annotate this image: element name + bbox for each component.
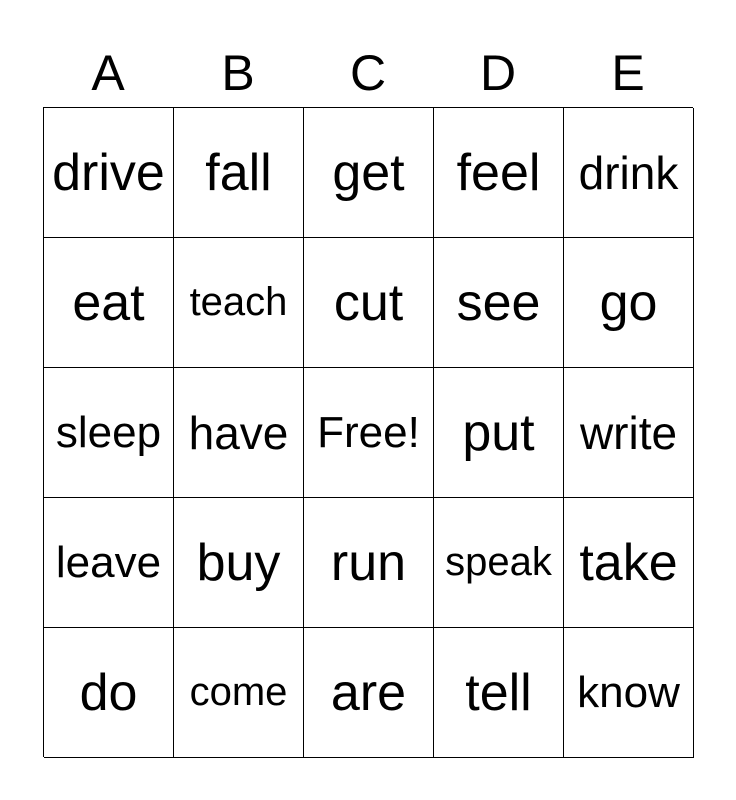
- bingo-cell-r5-c4[interactable]: tell: [434, 628, 564, 758]
- header-letter-b: B: [221, 45, 255, 101]
- header-letter-e: E: [611, 45, 645, 101]
- bingo-cell-r4-c4[interactable]: speak: [434, 498, 564, 628]
- bingo-cell-r5-c3[interactable]: are: [304, 628, 434, 758]
- bingo-cell-r2-c4[interactable]: see: [434, 238, 564, 368]
- bingo-board: [43, 107, 693, 757]
- bingo-cell-r2-c2[interactable]: teach: [174, 238, 304, 368]
- bingo-cell-r5-c2[interactable]: come: [174, 628, 304, 758]
- header-letter-d: D: [479, 45, 517, 101]
- bingo-cell-r2-c3[interactable]: cut: [304, 238, 434, 368]
- bingo-cell-r4-c1[interactable]: leave: [44, 498, 174, 628]
- bingo-header: [43, 42, 693, 104]
- bingo-cell-r1-c4[interactable]: feel: [434, 108, 564, 238]
- bingo-cell-r1-c5[interactable]: drink: [564, 108, 694, 238]
- bingo-cell-r3-c5[interactable]: write: [564, 368, 694, 498]
- header-letter-a: A: [91, 45, 125, 101]
- free-space-cell[interactable]: Free!: [304, 368, 434, 498]
- bingo-cell-r5-c1[interactable]: do: [44, 628, 174, 758]
- bingo-cell-r4-c2[interactable]: buy: [174, 498, 304, 628]
- header-letter-c: C: [349, 45, 387, 101]
- bingo-cell-r3-c2[interactable]: have: [174, 368, 304, 498]
- bingo-cell-r1-c3[interactable]: get: [304, 108, 434, 238]
- bingo-cell-r2-c1[interactable]: eat: [44, 238, 174, 368]
- bingo-cell-r3-c4[interactable]: put: [434, 368, 564, 498]
- bingo-cell-r2-c5[interactable]: go: [564, 238, 694, 368]
- bingo-cell-r1-c1[interactable]: drive: [44, 108, 174, 238]
- bingo-cell-r1-c2[interactable]: fall: [174, 108, 304, 238]
- bingo-cell-r5-c5[interactable]: know: [564, 628, 694, 758]
- bingo-cell-r3-c1[interactable]: sleep: [44, 368, 174, 498]
- bingo-cell-r4-c3[interactable]: run: [304, 498, 434, 628]
- bingo-cell-r4-c5[interactable]: take: [564, 498, 694, 628]
